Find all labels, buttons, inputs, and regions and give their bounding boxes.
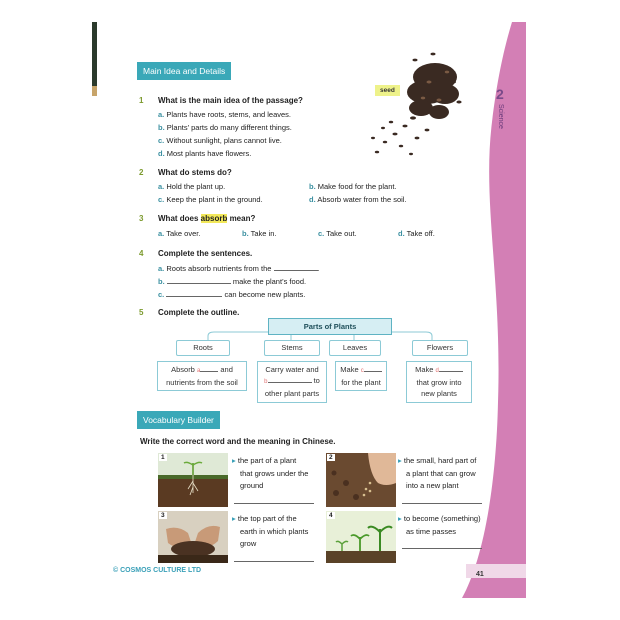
q3-option-d[interactable]: d. Take off. (398, 229, 435, 238)
q5-number: 5 (139, 308, 144, 317)
vocab-def-3: ▸ the top part of the earth in which plants grow (232, 514, 309, 548)
vocab-heading: Vocabulary Builder (137, 411, 220, 429)
q4-number: 4 (139, 249, 144, 258)
outline-blank-c[interactable] (364, 364, 382, 372)
q5-text: Complete the outline. (158, 308, 240, 317)
q3-text: What does absorb mean? (158, 214, 256, 223)
q3-option-c[interactable]: c. Take out. (318, 229, 357, 238)
vocab-answer-line-4[interactable] (402, 548, 482, 549)
q1-text: What is the main idea of the passage? (158, 96, 303, 105)
q1-option-c[interactable]: c. Without sunlight, plans cannot live. (158, 136, 282, 145)
q4-line-c: c. can become new plants. (158, 290, 306, 299)
q1-option-d[interactable]: d. Most plants have flowers. (158, 149, 252, 158)
outline-blank-d[interactable] (439, 364, 463, 372)
q3-option-a[interactable]: a. Take over. (158, 229, 201, 238)
vocab-def-2: ▸ the small, hard part of a plant that can grow into a new plant (398, 456, 477, 490)
page-number-tab (466, 562, 526, 582)
q4-line-a: a. Roots absorb nutrients from the . (158, 264, 320, 273)
vocab-answer-line-2[interactable] (402, 503, 482, 504)
q1-number: 1 (139, 96, 144, 105)
q4-blank-a[interactable] (274, 263, 318, 271)
q4-blank-b[interactable] (167, 276, 231, 284)
main-idea-heading: Main Idea and Details (137, 62, 231, 80)
q2-option-a[interactable]: a. Hold the plant up. (158, 182, 226, 191)
q2-option-c[interactable]: c. Keep the plant in the ground. (158, 195, 263, 204)
outline-branch-leaves: Leaves (329, 340, 381, 356)
q1-option-a[interactable]: a. Plants have roots, stems, and leaves. (158, 110, 292, 119)
q2-option-b[interactable]: b. Make food for the plant. (309, 182, 397, 191)
outline-branch-flowers: Flowers (412, 340, 468, 356)
q4-line-b: b. make the plant’s food. (158, 277, 307, 286)
outline-detail-roots: Absorb a and nutrients from the soil (157, 361, 247, 391)
q2-option-d[interactable]: d. Absorb water from the soil. (309, 195, 407, 204)
q2-number: 2 (139, 168, 144, 177)
vocab-number-1: 1 (161, 454, 165, 461)
q1-option-b[interactable]: b. Plants’ parts do many different things. (158, 123, 292, 132)
vocab-answer-line-1[interactable] (234, 503, 314, 504)
seed-label: seed (375, 85, 400, 96)
q3-option-b[interactable]: b. Take in. (242, 229, 277, 238)
vocab-photo-soil (158, 511, 228, 563)
outline-branch-stems: Stems (264, 340, 320, 356)
outline-branch-roots: Roots (176, 340, 230, 356)
q2-text: What do stems do? (158, 168, 232, 177)
book-spine (92, 22, 97, 86)
outline-blank-b[interactable] (268, 375, 312, 383)
vocab-def-1: ▸ the part of a plant that grows under the ground (232, 456, 309, 490)
outline-blank-a[interactable] (200, 364, 218, 372)
outline-detail-flowers: Make d that grow into new plants (406, 361, 472, 403)
copyright-notice: © COSMOS CULTURE LTD (113, 567, 202, 574)
chapter-number: 2 (496, 86, 504, 102)
chapter-subject: Science (497, 104, 504, 129)
outline-detail-stems: Carry water and b to other plant parts (257, 361, 327, 403)
q4-blank-c[interactable] (166, 289, 222, 297)
vocab-number-4: 4 (329, 512, 333, 519)
book-spine-accent (92, 86, 97, 96)
highlighted-word: absorb (200, 214, 228, 223)
q3-number: 3 (139, 214, 144, 223)
vocab-def-4: ▸ to become (something) as time passes (398, 514, 481, 536)
page-number: 41 (476, 571, 484, 578)
vocab-photo-sprouts (326, 511, 396, 563)
seed-pile-image (365, 42, 475, 162)
outline-root-parts-of-plants: Parts of Plants (268, 318, 392, 335)
vocab-photo-seeds (326, 453, 396, 507)
q4-text: Complete the sentences. (158, 249, 253, 258)
vocab-number-3: 3 (161, 512, 165, 519)
vocab-number-2: 2 (329, 454, 333, 461)
vocab-instruction: Write the correct word and the meaning in Chinese. (140, 437, 336, 446)
vocab-answer-line-3[interactable] (234, 561, 314, 562)
outline-detail-leaves: Make c for the plant (335, 361, 387, 391)
vocab-photo-roots (158, 453, 228, 507)
